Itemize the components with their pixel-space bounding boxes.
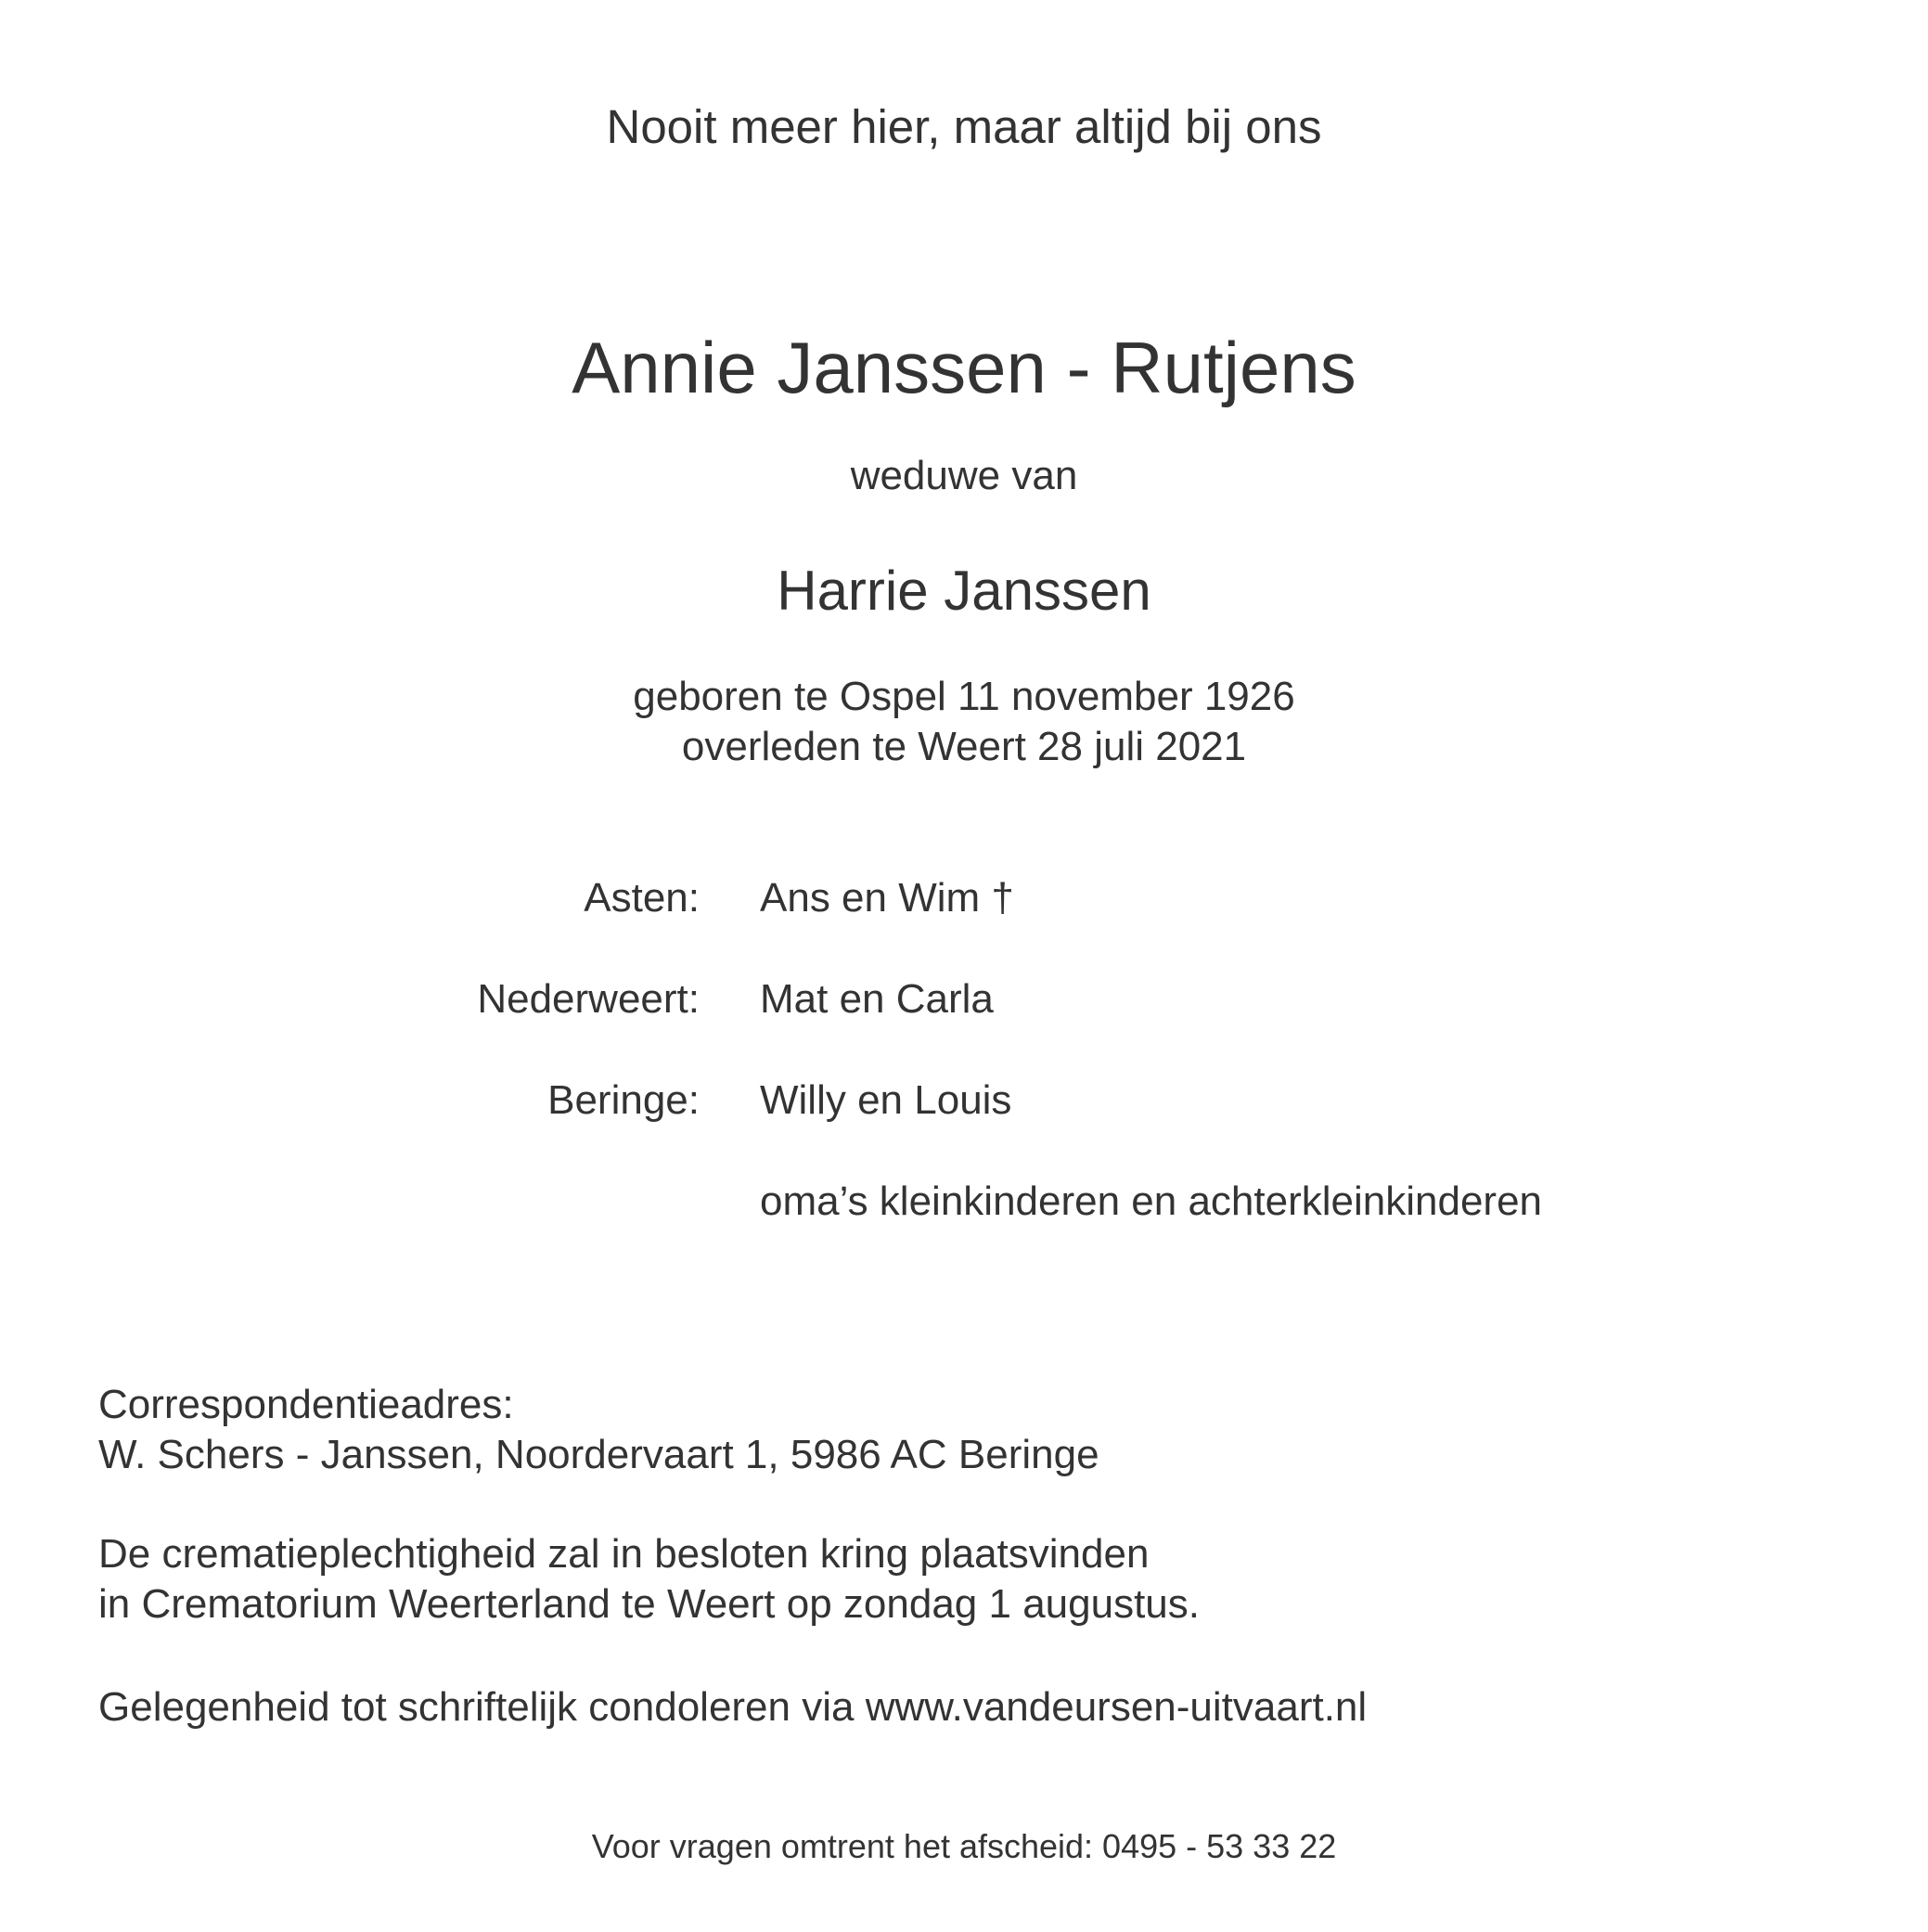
relative-place: Asten: xyxy=(584,875,700,921)
widow-of-label: weduwe van xyxy=(850,453,1078,498)
relative-names: oma’s kleinkinderen en achterkleinkinderen xyxy=(760,1179,1543,1224)
died-line: overleden te Weert 28 juli 2021 xyxy=(681,724,1247,769)
correspondence-label: Correspondentieadres: xyxy=(98,1382,514,1427)
condolence-text: Gelegenheid tot schriftelijk condoleren via www.vandeursen-uitvaart.nl xyxy=(98,1684,1368,1730)
correspondence-address: W. Schers - Janssen, Noordervaart 1, 5986 AC Beringe xyxy=(98,1432,1099,1477)
spouse-name: Harrie Janssen xyxy=(777,560,1151,622)
relative-place: Nederweert: xyxy=(477,976,700,1022)
cremation-line-2: in Crematorium Weerterland te Weert op zondag 1 augustus. xyxy=(98,1581,1200,1627)
relative-names: Mat en Carla xyxy=(760,976,994,1022)
deceased-name: Annie Janssen - Rutjens xyxy=(572,327,1356,408)
born-line: geboren te Ospel 11 november 1926 xyxy=(633,674,1295,719)
relative-names: Ans en Wim † xyxy=(760,875,1014,921)
contact-line: Voor vragen omtrent het afscheid: 0495 - 53 33 22 xyxy=(591,1827,1337,1865)
relative-names: Willy en Louis xyxy=(760,1077,1012,1123)
motto-text: Nooit meer hier, maar altijd bij ons xyxy=(606,100,1322,153)
relative-place: Beringe: xyxy=(547,1077,700,1123)
cremation-line-1: De crematieplechtigheid zal in besloten kring plaatsvinden xyxy=(98,1531,1150,1577)
